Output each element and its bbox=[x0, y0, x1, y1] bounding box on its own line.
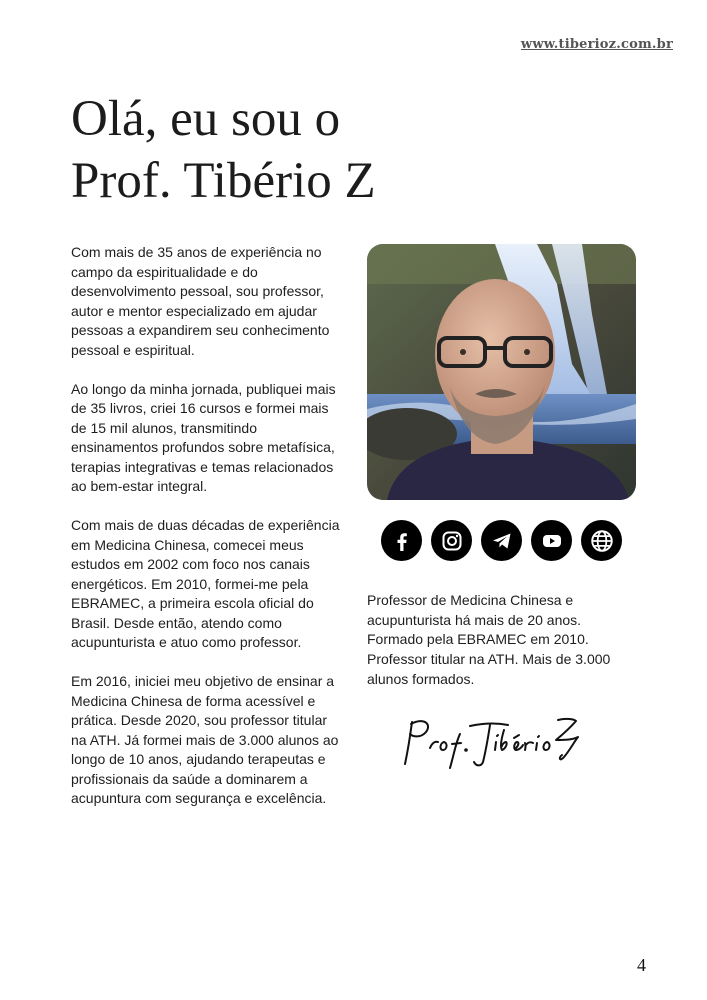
caption-line-5: alunos formados. bbox=[367, 670, 475, 687]
instagram-icon[interactable] bbox=[431, 520, 472, 561]
youtube-icon[interactable] bbox=[531, 520, 572, 561]
page-title-line-1: Olá, eu sou o bbox=[71, 91, 341, 147]
bio-paragraph-1: Com mais de 35 anos de experiência no campo da espiritualidade e do desenvolvimento pessoal, sou professor, autor e mentor especializado em ajudar pessoas a expandirem seu conhecimento pessoal e espiritual. bbox=[71, 244, 330, 358]
author-photo bbox=[367, 244, 636, 500]
telegram-icon[interactable] bbox=[481, 520, 522, 561]
caption-line-1: Professor de Medicina Chinesa e bbox=[367, 592, 574, 608]
caption-line-4: Professor titular na ATH. Mais de 3.000 bbox=[367, 651, 611, 668]
page-number: 4 bbox=[637, 955, 646, 975]
facebook-icon[interactable] bbox=[381, 520, 422, 561]
bio-paragraph-4: Em 2016, iniciei meu objetivo de ensinar a Medicina Chinesa de forma acessível e prática. Desde 2020, sou professor titular na ATH. Já formei mais de 3.000 alunos ao longo de 10 anos, ajudando terapeutas e profissionais da saúde a dominarem a acupuntura com segurança e excelência. bbox=[71, 673, 339, 806]
social-links bbox=[381, 520, 622, 561]
bio-paragraph-2: Ao longo da minha jornada, publiquei mais de 35 livros, criei 16 cursos e formei mais de 15 mil alunos, transmitindo ensinamentos profundos sobre metafísica, terapias integrativas e temas relacionados ao bem-estar integral. bbox=[71, 380, 336, 494]
page-title bbox=[71, 88, 376, 212]
caption-line-2: acupunturista há mais de 20 anos. bbox=[367, 611, 582, 628]
bio-paragraph-3: Com mais de duas décadas de experiência em Medicina Chinesa, comecei meus estudos em 2002 com foco nos canais energéticos. Em 2010, formei-me pela EBRAMEC, a primeira escola oficial do Brasil. Desde então, atendo como acupunturista e atuo como professor. bbox=[71, 517, 340, 650]
author-caption bbox=[367, 591, 647, 690]
biography-text bbox=[71, 243, 346, 828]
page-title-line-2: Prof. Tibério Z bbox=[71, 153, 376, 209]
website-url[interactable]: www.tiberioz.com.br bbox=[520, 37, 673, 52]
caption-line-3: Formado pela EBRAMEC em 2010. bbox=[367, 631, 589, 648]
handwritten-signature bbox=[398, 712, 588, 777]
globe-icon[interactable] bbox=[581, 520, 622, 561]
